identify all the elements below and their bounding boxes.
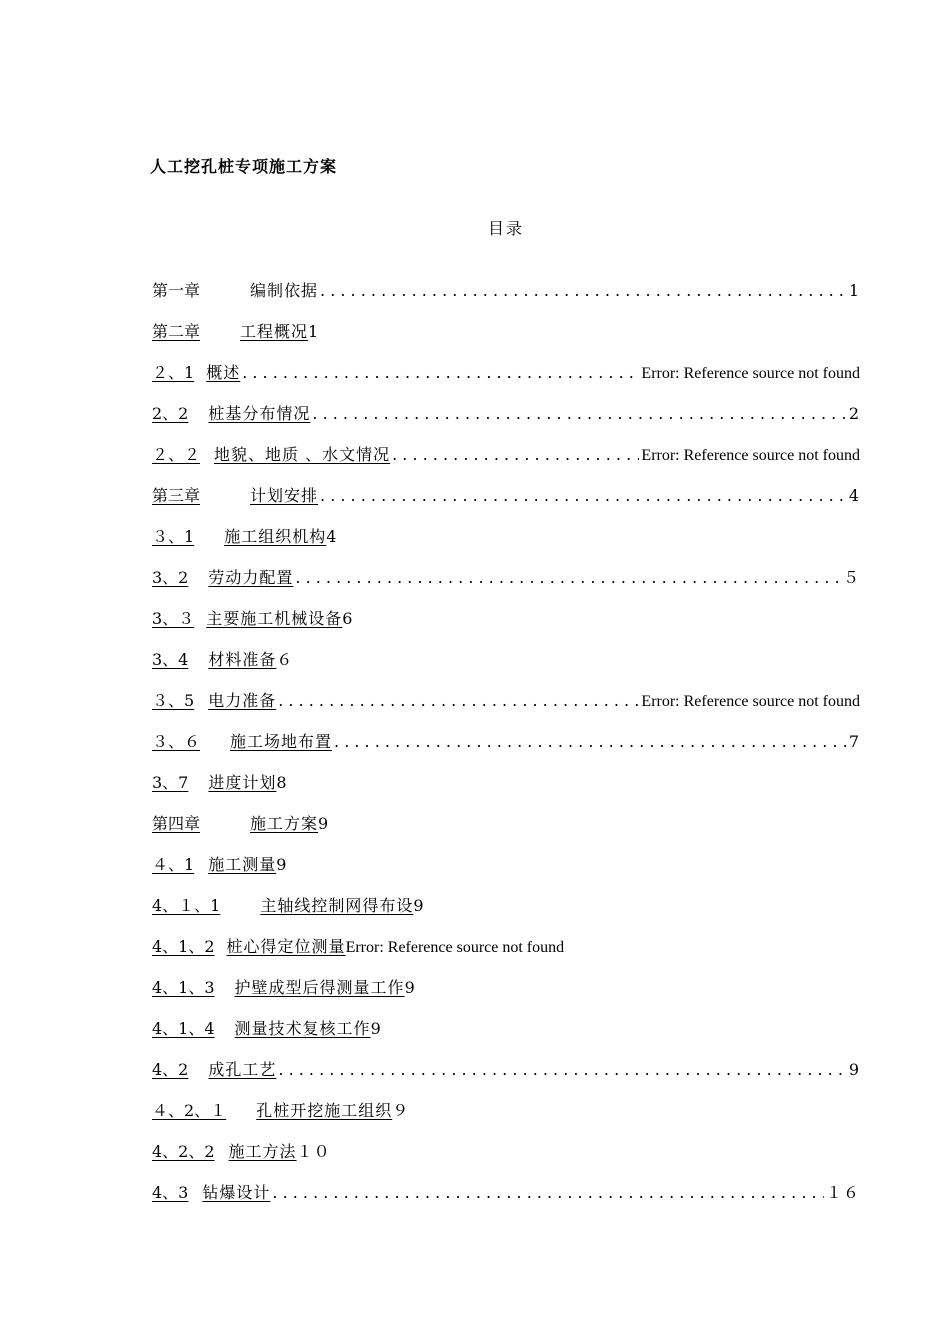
toc-entry-leader	[312, 404, 846, 423]
toc-entry[interactable]	[150, 401, 860, 442]
toc-entry-number: 4、1、4	[152, 1019, 215, 1038]
toc-entry-page: 9	[413, 896, 425, 915]
toc-entry-number: ３、６	[152, 732, 201, 751]
toc-entry[interactable]	[150, 1139, 860, 1180]
table-of-contents	[150, 278, 860, 1221]
toc-entry-label	[150, 1139, 297, 1162]
toc-entry-text: 工程概况	[240, 322, 309, 341]
toc-entry-page: ５	[842, 568, 860, 587]
toc-entry-number: ３、1	[152, 527, 195, 546]
toc-entry-text: 桩心得定位测量	[226, 937, 346, 956]
toc-entry-page: Error: Reference source not found	[641, 693, 860, 710]
toc-entry-number: 第四章	[152, 814, 201, 833]
toc-entry-label	[150, 360, 240, 383]
toc-entry-leader	[278, 691, 639, 710]
toc-entry[interactable]	[150, 688, 860, 729]
toc-entry-text: 施工方案	[250, 814, 319, 833]
toc-entry-text: 劳动力配置	[208, 568, 294, 587]
toc-entry-page: １０	[296, 1142, 331, 1161]
toc-entry-page: Error: Reference source not found	[641, 365, 860, 382]
toc-entry-leader	[295, 568, 841, 587]
toc-entry-label	[150, 1057, 276, 1080]
toc-entry-text: 施工方法	[228, 1142, 297, 1161]
toc-entry-number: ２、２	[152, 445, 201, 464]
toc-entry-number: 3、4	[152, 650, 189, 669]
toc-entry-text: 材料准备	[208, 650, 277, 669]
document-title: 人工挖孔桩专项施工方案	[150, 157, 338, 176]
toc-entry-label	[150, 278, 318, 301]
toc-entry[interactable]	[150, 770, 860, 811]
toc-entry-label	[150, 647, 276, 670]
toc-entry-number: 4、１、1	[152, 896, 221, 915]
toc-entry-number: 3、３	[152, 609, 195, 628]
toc-entry[interactable]	[150, 442, 860, 483]
toc-entry-page: ９	[392, 1101, 410, 1120]
toc-entry-label	[150, 1098, 392, 1121]
toc-entry[interactable]	[150, 1180, 860, 1221]
toc-entry-label	[150, 688, 276, 711]
toc-entry-label	[150, 483, 318, 506]
toc-entry-leader	[334, 732, 847, 751]
toc-entry[interactable]	[150, 565, 860, 606]
toc-entry-text: 概述	[206, 363, 241, 382]
toc-entry-number: ２、1	[152, 363, 195, 382]
toc-entry-number: ４、1	[152, 855, 195, 874]
toc-entry-number: 4、1、3	[152, 978, 215, 997]
toc-entry-leader	[272, 1183, 824, 1202]
toc-entry-page: Error: Reference source not found	[345, 939, 565, 956]
toc-entry[interactable]	[150, 1016, 860, 1057]
toc-entry-page: 9	[848, 1060, 860, 1079]
toc-entry-label	[150, 811, 318, 834]
toc-entry-page: 1	[308, 322, 320, 341]
toc-entry-page: １６	[825, 1183, 860, 1202]
toc-entry-leader	[320, 281, 847, 300]
toc-entry[interactable]	[150, 1057, 860, 1098]
toc-entry-number: 4、1、2	[152, 937, 215, 956]
toc-entry[interactable]	[150, 852, 860, 893]
toc-entry-leader	[392, 445, 639, 464]
toc-entry-label	[150, 729, 332, 752]
toc-entry-number: 第一章	[152, 281, 201, 300]
toc-entry[interactable]	[150, 647, 860, 688]
toc-entry-leader	[320, 486, 847, 505]
toc-entry-text: 地貌、地质 、水文情况	[214, 445, 391, 464]
toc-entry-text: 主轴线控制网得布设	[260, 896, 414, 915]
toc-entry-label	[150, 934, 346, 957]
toc-entry[interactable]	[150, 729, 860, 770]
toc-entry-number: 3、2	[152, 568, 189, 587]
toc-entry-page: 2	[848, 404, 860, 423]
toc-entry-page: 9	[370, 1019, 382, 1038]
toc-entry-label	[150, 442, 390, 465]
toc-entry-number: 3、7	[152, 773, 189, 792]
toc-entry-number: 第三章	[152, 486, 201, 505]
toc-entry[interactable]	[150, 893, 860, 934]
toc-entry-page: 1	[848, 281, 860, 300]
toc-entry-page: 9	[318, 814, 330, 833]
toc-entry-text: 主要施工机械设备	[206, 609, 343, 628]
toc-entry[interactable]	[150, 1098, 860, 1139]
toc-entry-text: 成孔工艺	[208, 1060, 277, 1079]
toc-entry-page: Error: Reference source not found	[641, 447, 860, 464]
toc-entry[interactable]	[150, 811, 860, 852]
toc-entry-text: 计划安排	[250, 486, 319, 505]
toc-entry-text: 进度计划	[208, 773, 277, 792]
toc-entry-number: 2、2	[152, 404, 189, 423]
toc-entry-number: 4、2、2	[152, 1142, 215, 1161]
toc-entry-page: 8	[276, 773, 288, 792]
toc-entry-label	[150, 401, 310, 424]
toc-entry-page: 9	[404, 978, 416, 997]
toc-entry-label	[150, 319, 308, 342]
toc-entry-label	[150, 975, 405, 998]
toc-heading: 目录	[487, 219, 524, 238]
toc-entry-label	[150, 1180, 270, 1203]
toc-entry-text: 施工测量	[208, 855, 277, 874]
toc-entry-label	[150, 770, 276, 793]
toc-entry-text: 编制依据	[250, 281, 319, 300]
toc-entry[interactable]	[150, 975, 860, 1016]
toc-entry-text: 电力准备	[208, 691, 277, 710]
toc-entry-number: 4、2	[152, 1060, 189, 1079]
toc-entry[interactable]	[150, 483, 860, 524]
toc-entry-leader	[242, 363, 639, 382]
toc-entry-text: 钻爆设计	[202, 1183, 271, 1202]
toc-entry-text: 孔桩开挖施工组织	[256, 1101, 393, 1120]
toc-entry-page: 4	[326, 527, 338, 546]
toc-entry-text: 施工组织机构	[224, 527, 327, 546]
toc-entry-text: 测量技术复核工作	[234, 1019, 371, 1038]
toc-entry-label	[150, 852, 276, 875]
toc-entry-page: 4	[848, 486, 860, 505]
toc-entry-page: 9	[276, 855, 288, 874]
toc-entry-number: ４、2、１	[152, 1101, 227, 1120]
toc-entry[interactable]	[150, 319, 860, 360]
toc-entry[interactable]	[150, 934, 860, 975]
toc-entry-text: 施工场地布置	[230, 732, 333, 751]
toc-entry[interactable]	[150, 524, 860, 565]
toc-entry-label	[150, 606, 342, 629]
toc-entry-page: ６	[276, 650, 294, 669]
toc-entry-label	[150, 565, 293, 588]
toc-entry-text: 护壁成型后得测量工作	[234, 978, 405, 997]
toc-entry-text: 桩基分布情况	[208, 404, 311, 423]
toc-entry-page: 6	[342, 609, 354, 628]
toc-entry-leader	[278, 1060, 846, 1079]
toc-entry-number: ３、5	[152, 691, 195, 710]
toc-entry-number: 4、3	[152, 1183, 189, 1202]
toc-entry[interactable]	[150, 278, 860, 319]
toc-entry[interactable]	[150, 360, 860, 401]
toc-entry-number: 第二章	[152, 322, 201, 341]
toc-entry[interactable]	[150, 606, 860, 647]
toc-entry-page: 7	[848, 732, 860, 751]
toc-entry-label	[150, 1016, 371, 1039]
toc-entry-label	[150, 524, 326, 547]
toc-entry-label	[150, 893, 413, 916]
